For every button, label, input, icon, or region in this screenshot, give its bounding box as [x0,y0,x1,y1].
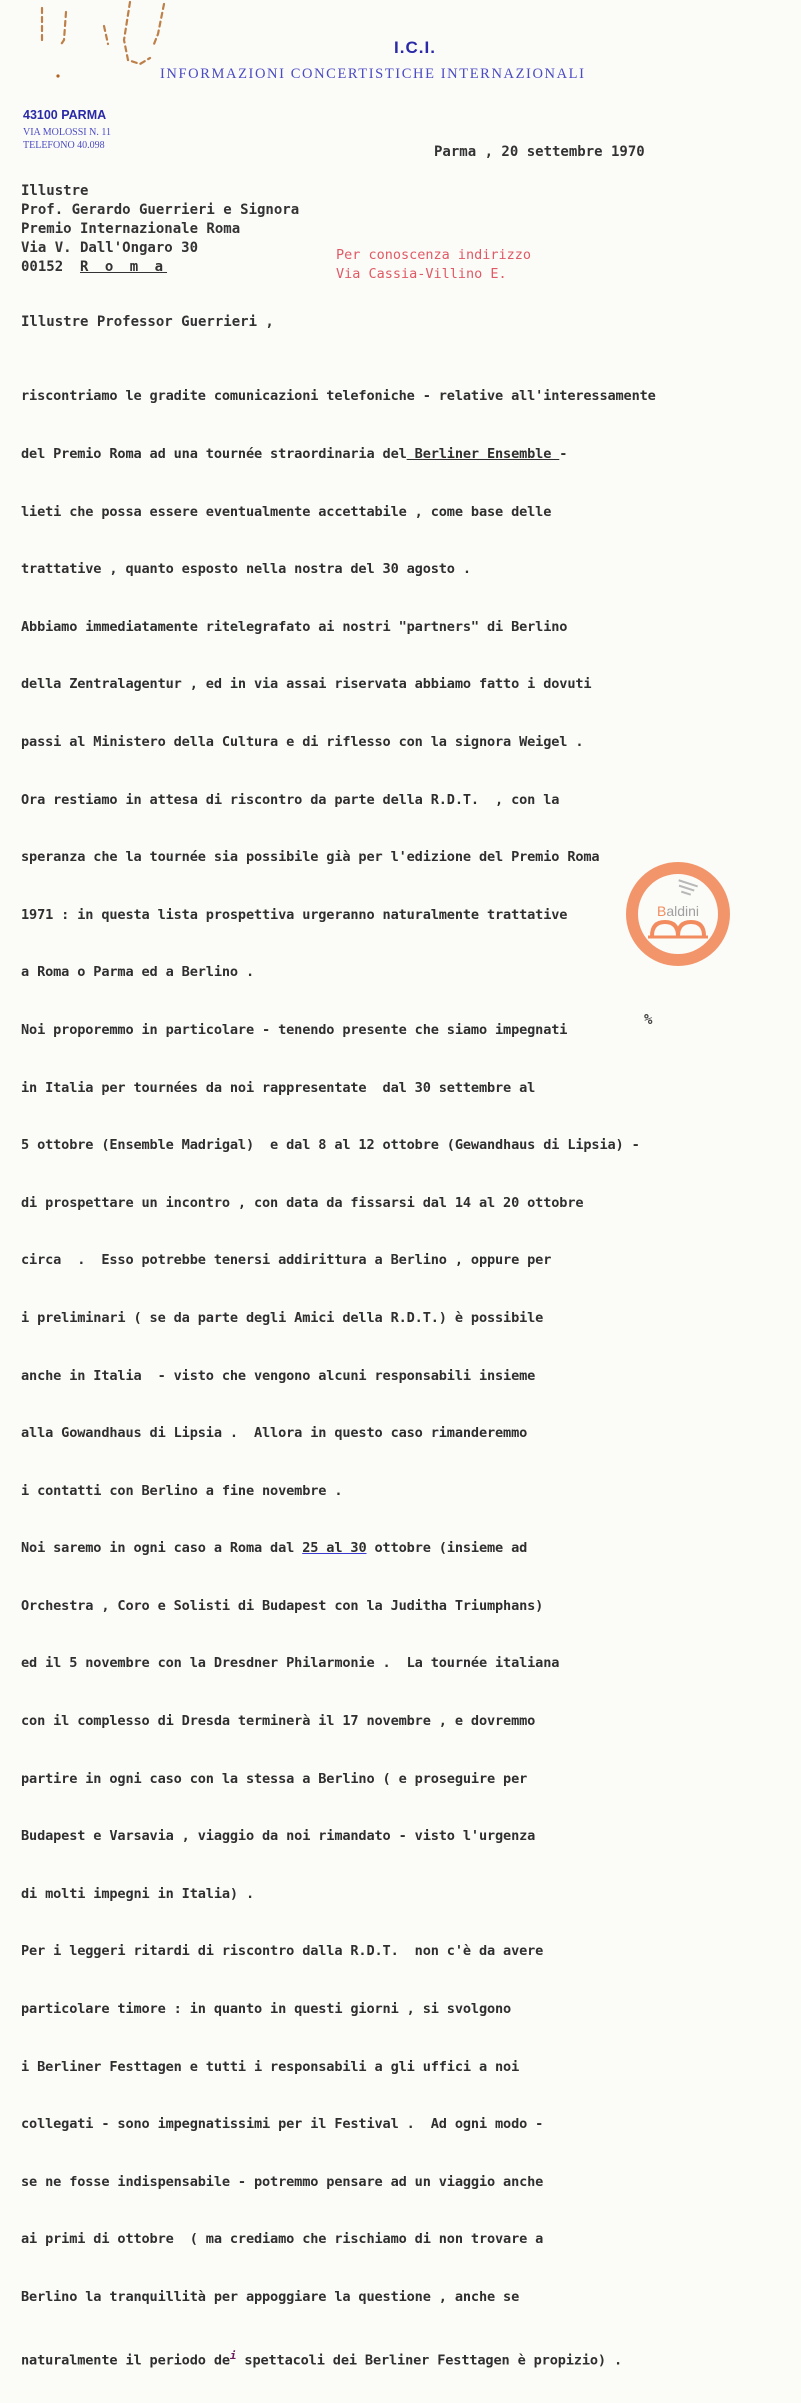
body-line: di molti impegni in Italia) . [21,1885,254,1902]
body-line: in Italia per tournées da noi rappresentate dal 30 settembre al [21,1079,536,1096]
body-text: del Premio Roma ad una tournée straordinaria del [21,446,407,462]
body-line: trattative , quanto esposto nella nostra del 30 agosto . [21,561,471,578]
body-line: i preliminari ( se da parte degli Amici della R.D.T.) è possibile [21,1309,544,1326]
body-line: ed il 5 novembre con la Dresdner Philarmonie . La tournée italiana [21,1655,560,1672]
body-text: spettacoli dei Berliner Festtagen è propizio) . [236,2352,623,2369]
handwritten-correction: i [229,2348,237,2362]
letterhead-organization: INFORMAZIONI CONCERTISTICHE INTERNAZIONALI [160,66,586,82]
body-line: i contatti con Berlino a fine novembre . [21,1482,343,1499]
body-line [21,445,801,464]
body-line: circa . Esso potrebbe tenersi addirittura a Berlino , oppure per [21,1252,552,1269]
body-line: con il complesso di Dresda terminerà il 17 novembre , e dovremmo [21,1713,536,1730]
letterhead-phone: TELEFONO 40.098 [23,140,105,151]
body-line: alla Gowandhaus di Lipsia . Allora in questo caso rimanderemmo [21,1425,528,1442]
body-line: se ne fosse indispensabile - potremmo pensare ad un viaggio anche [21,2173,544,2190]
body-line: 5 ottobre (Ensemble Madrigal) e dal 8 al 12 ottobre (Gewandhaus di Lipsia) - [21,1137,640,1154]
recipient-line-2: Prof. Gerardo Guerrieri e Signora [21,202,300,218]
body-line: Per i leggeri ritardi di riscontro dalla R.D.T. non c'è da avere [21,1943,544,1960]
recipient-line-5 [21,258,299,277]
body-line: della Zentralagentur , ed in via assai riservata abbiamo fatto i dovuti [21,676,592,693]
body-line [21,2346,801,2369]
body-line: Noi proporemmo in particolare - tenendo presente che siamo impegnati [21,1021,568,1038]
svg-text:Baldini: Baldini [656,903,700,919]
body-line: 1971 : in questa lista prospettiva urgeranno naturalmente trattative [21,906,568,923]
body-line: i Berliner Festtagen e tutti i responsabili a gli uffici a noi [21,2058,520,2075]
footer-mark: % [644,1012,653,1028]
salutation: Illustre Professor Guerrieri , [21,314,274,330]
body-line: a Roma o Parma ed a Berlino . [21,964,254,981]
cc-note-line-2: Via Cassia-Villino E. [336,266,507,282]
body-line: Budapest e Varsavia , viaggio da noi rimandato - visto l'urgenza [21,1828,536,1845]
body-line: passi al Ministero della Cultura e di riflesso con la signora Weigel . [21,733,584,750]
body-line: ai primi di ottobre ( ma crediamo che rischiamo di non trovare a [21,2231,544,2248]
baldini-library-stamp-icon [624,860,732,968]
body-text: ottobre (insieme ad [366,1540,528,1557]
letterhead-address-block [23,126,111,152]
body-line: speranza che la tournée sia possibile già per l'edizione del Premio Roma [21,849,600,866]
recipient-line-3: Premio Internazionale Roma [21,221,241,237]
body-line: collegati - sono impegnatissimi per il Festival . Ad ogni modo - [21,2116,544,2133]
recipient-block [21,182,299,277]
berliner-ensemble-underlined: Berliner Ensemble [406,446,560,462]
dates-underlined: 25 al 30 [302,1540,367,1557]
body-text: - [559,446,568,462]
body-line: partire in ogni caso con la stessa a Berlino ( e proseguire per [21,1770,528,1787]
letter-body [21,349,801,2403]
body-line: Berlino la tranquillità per appoggiare la questione , anche se [21,2289,520,2305]
recipient-line-4: Via V. Dall'Ongaro 30 [21,240,199,256]
cc-note-line-1: Per conoscenza indirizzo [336,247,532,263]
body-line: lieti che possa essere eventualmente accettabile , come base delle [21,503,552,520]
body-line [21,1539,801,1558]
body-line: Abbiamo immediatamente ritelegrafato ai nostri "partners" di Berlino [21,618,568,635]
body-line: riscontriamo le gradite comunicazioni telefoniche - relative all'interessamente [21,388,656,405]
body-line: anche in Italia - visto che vengono alcuni responsabili insieme [21,1367,536,1384]
cc-note [336,246,531,284]
body-line: particolare timore : in quanto in questi giorni , si svolgono [21,2001,512,2018]
date-line: Parma , 20 settembre 1970 [434,144,645,160]
recipient-postcode: 00152 [21,259,64,275]
body-text: Noi saremo in ogni caso a Roma dal [21,1540,303,1557]
letterhead-street: VIA MOLOSSI N. 11 [23,127,111,138]
letterhead-city: 43100 PARMA [23,108,107,122]
body-line: di prospettare un incontro , con data da fissarsi dal 14 al 20 ottobre [21,1194,584,1211]
body-text: naturalmente il periodo de [21,2352,230,2369]
body-line: Orchestra , Coro e Solisti di Budapest con la Juditha Triumphans) [21,1597,544,1614]
recipient-line-1: Illustre [21,183,89,199]
recipient-city: R o m a [80,259,168,275]
body-line: Ora restiamo in attesa di riscontro da parte della R.D.T. , con la [21,791,560,808]
letterhead-logo: I.C.I. [394,38,436,57]
